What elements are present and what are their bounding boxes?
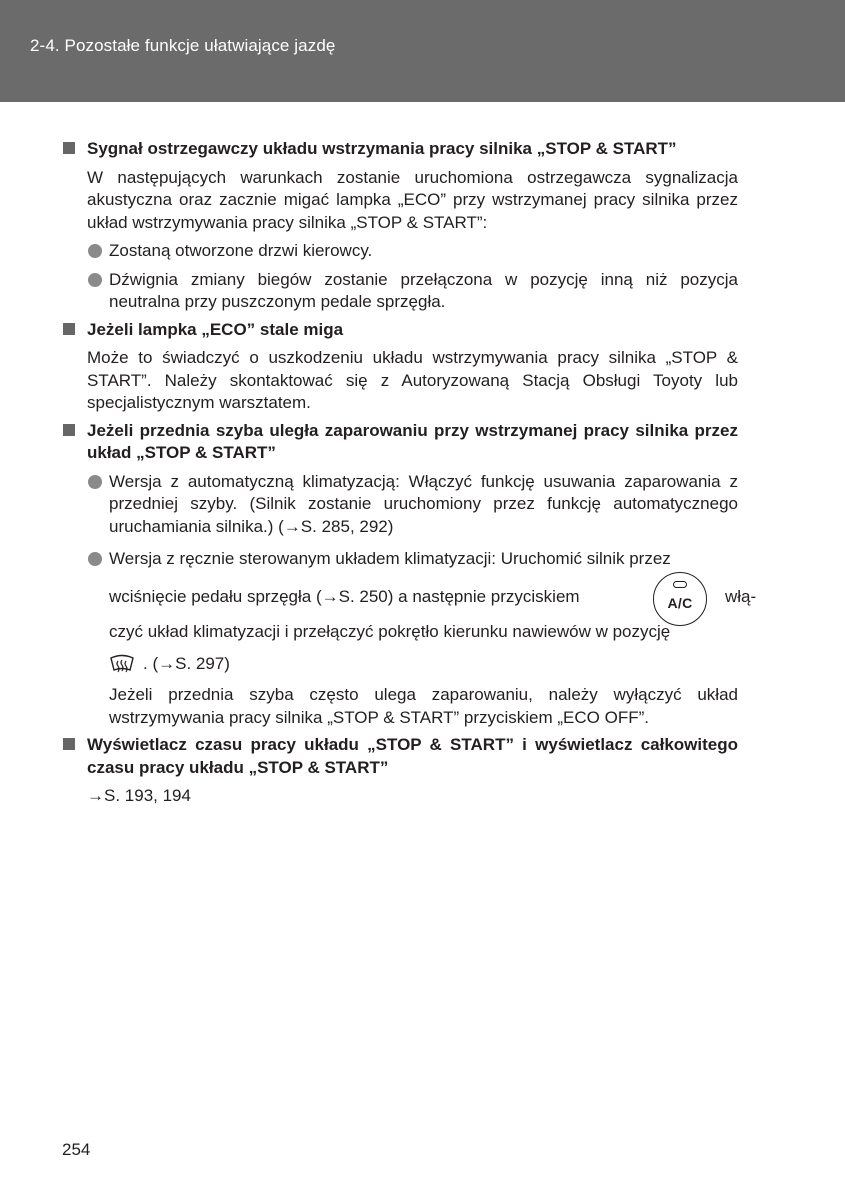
list-item-line: wciśnięcie pedału sprzęgła (→S. 250) a następnie przyciskiem A/C włą- <box>109 586 738 609</box>
section-eco-blinking <box>62 319 738 415</box>
section-heading: Wyświetlacz czasu pracy układu „STOP & START” i wyświetlacz całkowitego czasu pracy układu „STOP & START” <box>87 734 738 779</box>
list-item: Dźwignia zmiany biegów zostanie przełączona w pozycję inną niż pozycja neutralna przy puszczonym pedale sprzęgła. <box>87 269 738 314</box>
circle-bullet-icon <box>88 475 102 489</box>
note-paragraph: Jeżeli przednia szyba często ulega zaparowaniu, należy wyłączyć układ wstrzymywania pracy silnika „STOP & START” przyciskiem „ECO OFF”. <box>109 685 738 727</box>
list-item: Wersja z automatyczną klimatyzacją: Włączyć funkcję usuwania zaparowania z przedniej szyby. (Silnik zostanie uruchomiony przez funkcję automatycznego uruchamiania silnika.) (→S. 285, 292) <box>87 471 738 539</box>
section-heading: Jeżeli lampka „ECO” stale miga <box>87 319 738 342</box>
windshield-defrost-icon <box>109 653 135 675</box>
page-header <box>0 0 845 102</box>
section-windshield-fogging <box>62 420 757 730</box>
section-stop-start-warning <box>62 138 738 314</box>
square-bullet-icon <box>63 424 75 436</box>
circle-bullet-icon <box>88 273 102 287</box>
square-bullet-icon <box>63 142 75 154</box>
list-item-line: czyć układ klimatyzacji i przełączyć pokrętło kierunku nawiewów w pozycję <box>109 622 671 641</box>
cross-reference: →S. 193, 194 <box>87 786 191 805</box>
section-paragraph: Może to świadczyć o uszkodzeniu układu wstrzymywania pracy silnika „STOP & START”. Należy skontaktować się z Autoryzowaną Stacją Obsługi Toyoty lub specjalistycznym warsztatem. <box>87 348 738 412</box>
circle-bullet-icon <box>88 244 102 258</box>
page-content <box>62 138 757 808</box>
list-item-line: . (→S. 297) <box>109 653 738 676</box>
square-bullet-icon <box>63 323 75 335</box>
page-number: 254 <box>62 1140 91 1159</box>
ac-button-icon: A/C <box>653 572 707 626</box>
chapter-title: 2-4. Pozostałe funkcje ułatwiające jazdę <box>30 36 336 55</box>
section-paragraph: W następujących warunkach zostanie uruchomiona ostrzegawcza sygnalizacja akustyczna oraz zacznie migać lampka „ECO” przy wstrzymanej pracy silnika przez układ wstrzymywania pracy silnika „STOP & START”: <box>87 167 738 232</box>
list-item-line: Wersja z ręcznie sterowanym układem klimatyzacji: Uruchomić silnik przez <box>109 549 671 568</box>
square-bullet-icon <box>63 738 75 750</box>
section-display <box>62 734 738 808</box>
list-item <box>87 548 757 729</box>
list-item: Zostaną otworzone drzwi kierowcy. <box>87 240 738 263</box>
indicator-light-icon <box>673 581 687 588</box>
section-heading: Sygnał ostrzegawczy układu wstrzymania pracy silnika „STOP & START” <box>87 138 738 161</box>
circle-bullet-icon <box>88 552 102 566</box>
section-heading: Jeżeli przednia szyba uległa zaparowaniu przy wstrzymanej pracy silnika przez układ „STOP & START” <box>87 420 738 465</box>
